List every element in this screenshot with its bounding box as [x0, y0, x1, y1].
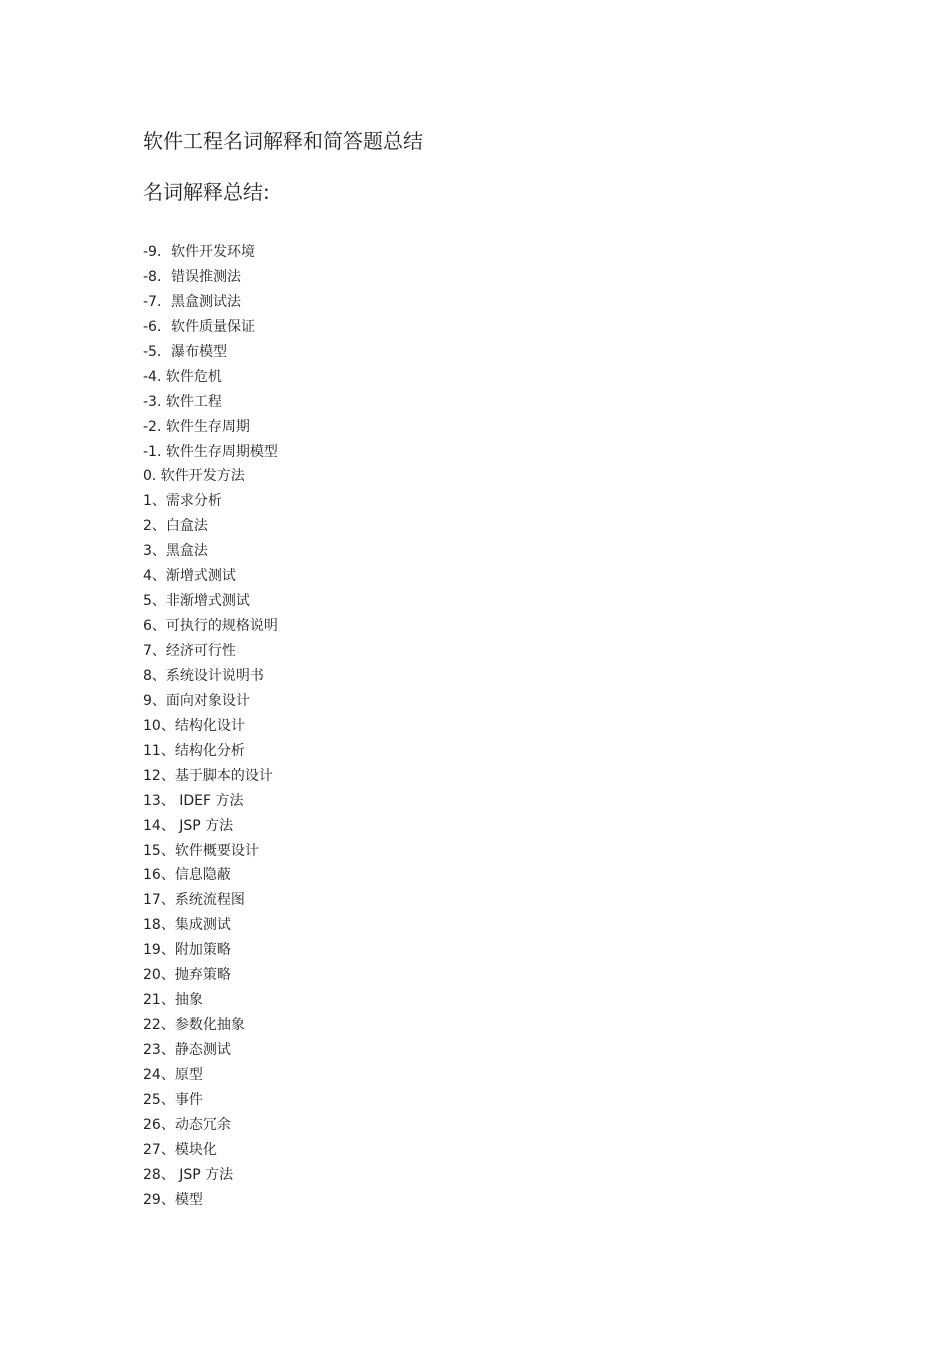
- list-item: 7、经济可行性: [143, 643, 236, 659]
- list-item: 17、系统流程图: [143, 892, 245, 909]
- list-item: -6．软件质量保证: [143, 318, 255, 335]
- list-item: 4、渐增式测试: [143, 568, 236, 585]
- list-item: 15、软件概要设计: [143, 842, 259, 859]
- list-item: 6、可执行的规格说明: [143, 618, 278, 635]
- list-item: 8、系统设计说明书: [143, 667, 264, 684]
- list-item: 22、参数化抽象: [143, 1017, 245, 1034]
- list-item: 23、静态测试: [143, 1042, 231, 1058]
- list-item: -5．瀑布模型: [143, 343, 227, 360]
- list-item: 19、附加策略: [143, 942, 231, 959]
- list-item: 12、基于脚本的设计: [143, 767, 273, 784]
- list-item: -8．错误推测法: [143, 268, 241, 285]
- list-item: 20、抛弃策略: [143, 967, 231, 984]
- list-item: 16、信息隐蔽: [143, 867, 231, 884]
- list-item: 18、集成测试: [143, 917, 231, 934]
- document-title: 软件工程名词解释和简答题总结: [143, 129, 423, 153]
- list-item: 29、模型: [143, 1191, 203, 1208]
- list-item: 9、面向对象设计: [143, 692, 250, 709]
- section-title: 名词解释总结:: [143, 180, 270, 204]
- list-item: -3. 软件工程: [143, 393, 222, 410]
- list-item: 11、结构化分析: [143, 742, 245, 759]
- list-item: 25、事件: [143, 1091, 203, 1108]
- list-item: -1. 软件生存周期模型: [143, 443, 278, 460]
- list-item: 21、抽象: [143, 992, 203, 1009]
- list-item: 1、需求分析: [143, 493, 222, 510]
- list-item: -4. 软件危机: [143, 368, 222, 385]
- list-item: -7．黑盒测试法: [143, 293, 241, 310]
- list-item: 14、 JSP 方法: [143, 817, 234, 834]
- term-list: [143, 240, 278, 1213]
- list-item: 24、原型: [143, 1066, 203, 1083]
- list-item: 26、动态冗余: [143, 1116, 231, 1133]
- list-item: -9．软件开发环境: [143, 244, 255, 260]
- list-item: 0. 软件开发方法: [143, 468, 245, 485]
- list-item: 13、 IDEF 方法: [143, 792, 244, 809]
- list-item: -2. 软件生存周期: [143, 418, 250, 435]
- list-item: 3、黑盒法: [143, 543, 208, 560]
- list-item: 28、 JSP 方法: [143, 1166, 234, 1183]
- list-item: 10、结构化设计: [143, 717, 245, 734]
- list-item: 5、非渐增式测试: [143, 593, 250, 610]
- list-item: 2、白盒法: [143, 518, 208, 535]
- list-item: 27、模块化: [143, 1141, 217, 1158]
